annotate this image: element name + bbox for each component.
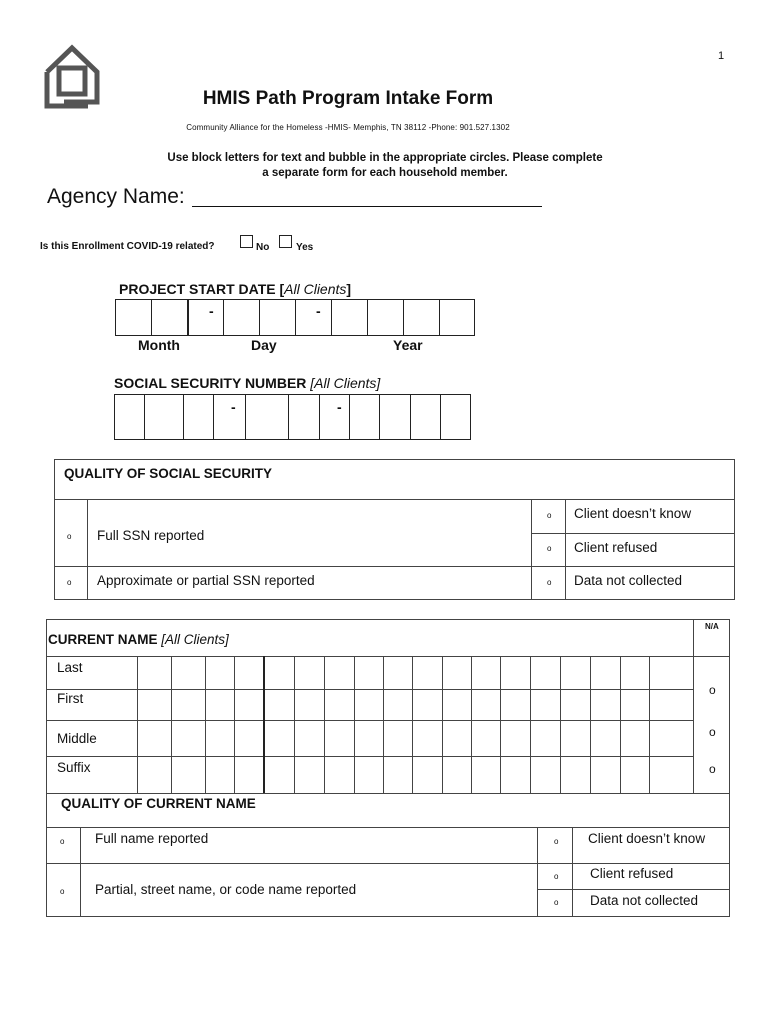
date-box[interactable] [223,299,260,336]
ssn-box[interactable] [349,394,380,440]
month-label: Month [138,337,180,353]
ssn-separator: - [231,399,236,415]
divider [531,533,735,534]
date-box[interactable] [151,299,188,336]
ssn-dont-know-label: Client doesn’t know [574,506,692,521]
ssn-full-bubble[interactable]: o [67,532,72,541]
name-full-bubble[interactable]: o [60,837,65,846]
ssn-box[interactable] [213,394,246,440]
name-grid-line [471,656,472,793]
ssn-box[interactable] [440,394,471,440]
instructions-line-1: Use block letters for text and bubble in the appropriate circles. Please complete [167,152,603,164]
current-name-qualifier: [All Clients] [161,632,229,647]
current-name-title-text: CURRENT NAME [48,632,162,647]
suffix-label: Suffix [57,760,91,775]
project-start-text: PROJECT START DATE [ [119,281,285,297]
first-name-label: First [57,691,84,706]
name-grid-line [590,656,591,793]
ssn-refused-bubble[interactable]: o [547,544,552,553]
date-box[interactable] [439,299,475,336]
contact-subtitle: Community Alliance for the Homeless -HMIS- Memphis, TN 38112 -Phone: 901.527.1302 [186,123,510,132]
divider [54,499,735,500]
agency-name-label: Agency Name: [47,185,185,208]
covid-yes-label: Yes [296,242,314,253]
covid-question: Is this Enrollment COVID-19 related? [40,241,215,252]
project-start-label [119,281,351,297]
ssn-not-collected-bubble[interactable]: o [547,578,552,587]
last-name-label: Last [57,660,83,675]
date-box[interactable] [295,299,332,336]
ssn-label-text: SOCIAL SECURITY NUMBER [114,375,311,391]
ssn-box[interactable] [114,394,145,440]
project-start-close: ] [346,281,352,297]
ssn-label [114,375,380,391]
ssn-refused-label: Client refused [574,540,658,555]
ssn-not-collected-label: Data not collected [574,573,683,588]
day-label: Day [251,337,277,353]
name-grid-line [234,656,235,793]
ssn-qualifier: [All Clients] [310,375,381,391]
name-grid-line [46,756,693,757]
name-grid-line [560,656,561,793]
date-box[interactable] [187,299,224,336]
ssn-dont-know-bubble[interactable]: o [547,511,552,520]
project-start-qualifier: All Clients [284,281,347,297]
divider [537,827,538,917]
divider [87,499,88,600]
divider [565,499,566,600]
ssn-box[interactable] [379,394,411,440]
name-grid-line [137,656,138,793]
covid-no-checkbox[interactable] [240,235,253,248]
name-grid-line [383,656,384,793]
na-first-bubble[interactable]: o [709,683,716,697]
name-grid-line [530,656,531,793]
page-title: HMIS Path Program Intake Form [202,88,494,109]
page-number: 1 [718,50,725,62]
covid-yes-checkbox[interactable] [279,235,292,248]
instructions [0,151,770,181]
name-not-collected-label: Data not collected [590,893,699,908]
ssn-full-label: Full SSN reported [97,528,205,543]
name-partial-label: Partial, street name, or code name reported [95,882,357,897]
na-suffix-bubble[interactable]: o [709,762,716,776]
name-grid-line [620,656,621,793]
date-separator: - [209,303,214,319]
name-grid-line [693,656,694,793]
middle-name-label: Middle [57,731,97,746]
divider [531,499,532,600]
date-box[interactable] [115,299,152,336]
na-middle-bubble[interactable]: o [709,725,716,739]
agency-name-field[interactable] [192,206,542,207]
name-dont-know-bubble[interactable]: o [554,837,559,846]
date-box[interactable] [403,299,440,336]
name-grid-line [500,656,501,793]
name-refused-bubble[interactable]: o [554,872,559,881]
year-label: Year [393,337,423,353]
name-refused-label: Client refused [590,866,674,881]
divider [46,793,730,794]
divider [46,827,730,828]
ssn-quality-title: QUALITY OF SOCIAL SECURITY [64,466,273,481]
name-partial-bubble[interactable]: o [60,887,65,896]
ssn-partial-bubble[interactable]: o [67,578,72,587]
date-box[interactable] [331,299,368,336]
ssn-box[interactable] [183,394,214,440]
ssn-partial-label: Approximate or partial SSN reported [97,573,315,588]
date-separator: - [316,303,321,319]
name-grid-line [294,656,295,793]
na-label: N/A [705,622,719,631]
name-grid-line [354,656,355,793]
divider [54,566,735,567]
current-name-title [48,632,229,647]
name-grid-line [649,656,650,793]
divider [46,863,730,864]
date-box[interactable] [259,299,296,336]
ssn-box[interactable] [245,394,289,440]
ssn-separator: - [337,399,342,415]
name-quality-title: QUALITY OF CURRENT NAME [61,796,256,811]
ssn-box[interactable] [410,394,441,440]
name-grid-line [171,656,172,793]
name-grid-line [263,656,265,793]
name-dont-know-label: Client doesn’t know [588,831,706,846]
name-not-collected-bubble[interactable]: o [554,898,559,907]
name-grid-line [205,656,206,793]
divider [537,889,730,890]
name-grid-line [324,656,325,793]
date-box[interactable] [367,299,404,336]
covid-no-label: No [256,242,270,253]
name-grid-line [46,720,693,721]
instructions-line-2: a separate form for each household member. [262,167,508,179]
divider [80,827,81,917]
name-grid-line [412,656,413,793]
ssn-box[interactable] [144,394,184,440]
divider [46,656,730,657]
divider [572,827,573,917]
ssn-box[interactable] [319,394,350,440]
name-grid-line [442,656,443,793]
ssn-box[interactable] [288,394,320,440]
name-grid-line [46,689,693,690]
name-full-label: Full name reported [95,831,209,846]
